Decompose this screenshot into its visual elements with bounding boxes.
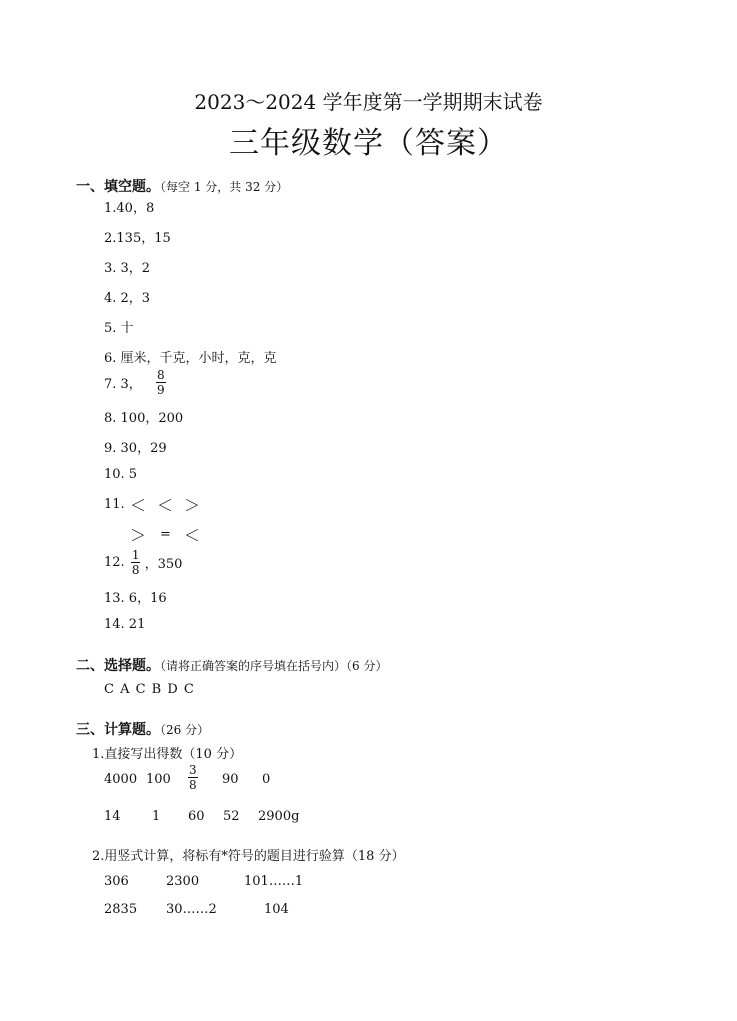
section-1-heading <box>76 176 288 196</box>
answer-13: 13. 6，16 <box>104 591 167 606</box>
exam-subtitle: 三年级数学（答案） <box>229 126 508 161</box>
answer-14: 14. 21 <box>104 617 146 632</box>
mental-answer-4: 90 <box>222 772 239 787</box>
mental-answer-3-numerator: 3 <box>189 763 197 777</box>
choice-answers: C A C B D C <box>104 682 195 697</box>
written-answer-2: 2300 <box>166 874 200 889</box>
answer-12-suffix: ，350 <box>144 557 183 572</box>
answer-5: 5. 十 <box>104 321 134 336</box>
written-answer-6: 104 <box>264 902 289 917</box>
answer-6: 6. 厘米，千克，小时，克，克 <box>104 351 277 366</box>
mental-answer-1: 4000 <box>104 772 138 787</box>
section-3-note: （26 分） <box>160 723 210 737</box>
answer-1: 1.40，8 <box>104 201 155 216</box>
mental-answer-5: 0 <box>262 772 271 787</box>
mental-answer-10: 2900g <box>258 809 300 824</box>
exam-title: 2023～2024 学年度第一学期期末试卷 <box>194 90 543 114</box>
written-answer-3: 101……1 <box>244 874 304 889</box>
written-answer-1: 306 <box>104 874 129 889</box>
part-1-label: 1.直接写出得数（10 分） <box>92 747 243 762</box>
answer-7-numerator: 8 <box>156 368 165 382</box>
answer-12-prefix: 12. <box>104 555 125 570</box>
section-3-heading <box>76 719 209 739</box>
mental-answer-8: 60 <box>188 809 205 824</box>
answer-7-denominator: 9 <box>156 383 165 397</box>
answer-9: 9. 30，29 <box>104 441 167 456</box>
mental-answer-9: 52 <box>223 809 240 824</box>
mental-answer-3 <box>188 763 198 792</box>
answer-7 <box>104 368 166 400</box>
answer-11-row2-b: = <box>160 527 171 542</box>
written-answer-4: 2835 <box>104 902 138 917</box>
section-1-note: （每空 1 分，共 32 分） <box>160 180 289 194</box>
mental-answer-6: 14 <box>104 809 121 824</box>
answer-11-row2-c: ＜ <box>184 526 201 545</box>
answer-2: 2.135，15 <box>104 231 171 246</box>
answer-12-numerator: 1 <box>131 548 140 562</box>
answer-7-prefix: 7. 3， <box>104 377 142 392</box>
answer-8: 8. 100，200 <box>104 411 184 426</box>
mental-answer-3-denominator: 8 <box>189 778 197 792</box>
answer-11-label: 11. <box>104 497 125 512</box>
answer-11-row1-b: ＜ <box>157 496 174 515</box>
answer-12 <box>104 548 182 580</box>
section-2-note: （请将正确答案的序号填在括号内）（6 分） <box>160 659 388 673</box>
answer-10: 10. 5 <box>104 467 138 482</box>
section-3-title: 三、计算题。 <box>76 722 160 738</box>
answer-11-row1-a: ＜ <box>130 496 147 515</box>
mental-answer-7: 1 <box>152 809 161 824</box>
mental-answer-2: 100 <box>146 772 171 787</box>
answer-11-row2-a: ＞ <box>130 526 147 545</box>
answer-7-fraction <box>156 368 166 397</box>
part-2-label: 2.用竖式计算，将标有*符号的题目进行验算（18 分） <box>92 849 405 864</box>
answer-12-fraction <box>131 548 141 577</box>
answer-12-denominator: 8 <box>131 563 140 577</box>
section-1-title: 一、填空题。 <box>76 179 160 195</box>
answer-3: 3. 3，2 <box>104 261 151 276</box>
answer-11-row1-c: ＞ <box>184 496 201 515</box>
answer-4: 4. 2，3 <box>104 291 151 306</box>
section-2-title: 二、选择题。 <box>76 658 160 674</box>
section-2-heading <box>76 655 387 675</box>
written-answer-5: 30……2 <box>166 902 217 917</box>
mental-answer-3-fraction <box>188 763 198 792</box>
